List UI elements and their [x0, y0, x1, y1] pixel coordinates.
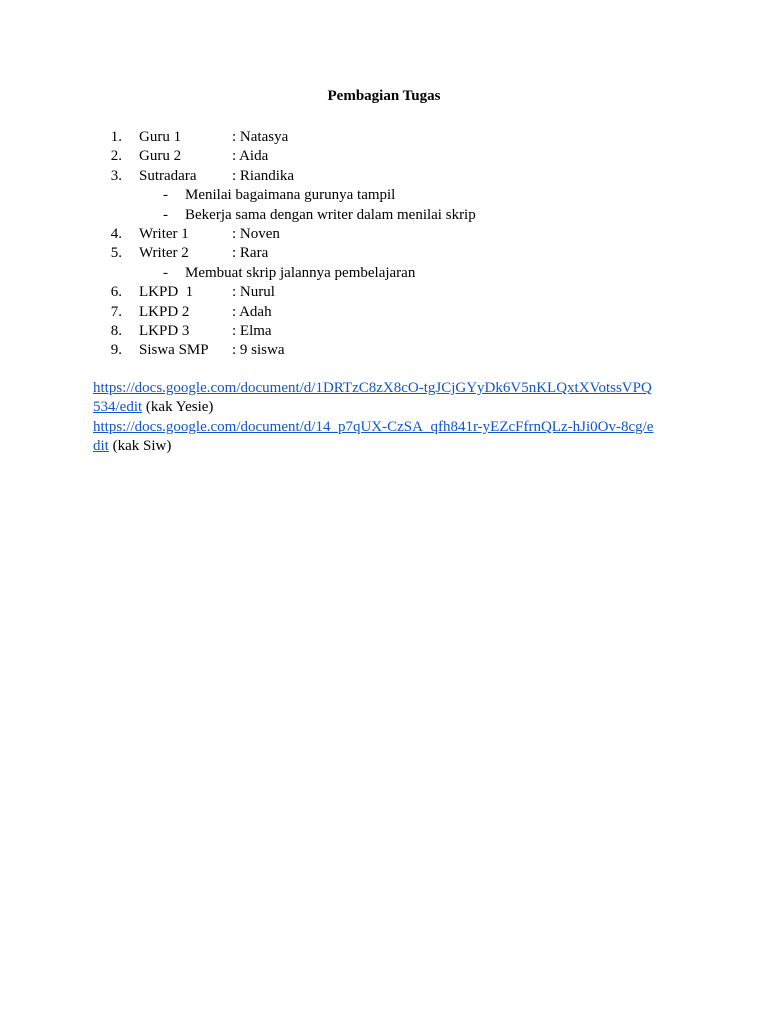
item-role: Guru 1 — [139, 129, 182, 145]
link-owner-label: (kak Yesie) — [142, 399, 214, 416]
item-number: 8. — [110, 323, 122, 339]
item-person: : Aida — [232, 148, 269, 165]
item-number: 6. — [110, 284, 122, 301]
dash-bullet: - — [163, 264, 168, 281]
item-number: 1. — [110, 129, 122, 145]
item-role: Sutradara — [139, 167, 197, 184]
item-role: Siswa SMP — [139, 342, 209, 359]
sub-item-text: Bekerja sama dengan writer dalam menilai skrip — [185, 206, 476, 223]
item-role: LKPD 1 — [139, 284, 194, 301]
item-person: : 9 siswa — [232, 342, 285, 359]
item-number: 7. — [110, 303, 122, 320]
dash-bullet: - — [163, 187, 168, 204]
sub-item-text: Menilai bagaimana gurunya tampil — [185, 187, 396, 204]
item-person: : Elma — [232, 323, 272, 339]
link-line — [93, 398, 673, 417]
item-person: : Adah — [232, 303, 272, 320]
google-doc-link-1-part-2[interactable]: 534/edit — [93, 399, 143, 416]
item-role: Writer 1 — [139, 226, 189, 242]
item-person: : Rara — [232, 245, 269, 262]
item-number: 2. — [110, 148, 122, 165]
link-line — [93, 418, 673, 437]
link-owner-label: (kak Siw) — [108, 438, 172, 455]
item-person: : Nurul — [232, 284, 275, 301]
dash-bullet: - — [163, 206, 168, 223]
sub-item-text: Membuat skrip jalannya pembelajaran — [185, 264, 416, 281]
google-doc-link-2-part-1[interactable]: https://docs.google.com/document/d/14_p7qUX-CzSA_qfh841r-yEZcFfrnQLz-hJi0Ov-8cg/e — [93, 418, 654, 435]
item-role: Writer 2 — [139, 245, 189, 262]
link-line — [93, 379, 673, 398]
item-role: LKPD 3 — [139, 323, 190, 339]
google-doc-link-2-part-2[interactable]: dit — [93, 438, 109, 455]
item-role: Guru 2 — [139, 148, 182, 165]
item-number: 9. — [110, 342, 122, 359]
google-doc-link-1-part-1[interactable]: https://docs.google.com/document/d/1DRTzC8zX8cO-tgJCjGYyDk6V5nKLQxtXVotssVPQ — [93, 380, 652, 396]
page-title: Pembagian Tugas — [327, 88, 441, 104]
item-person: : Riandika — [232, 167, 295, 184]
item-number: 4. — [110, 226, 122, 242]
links-block — [93, 379, 673, 457]
item-number: 3. — [110, 167, 122, 184]
item-role: LKPD 2 — [139, 303, 190, 320]
item-number: 5. — [110, 245, 122, 262]
item-person: : Noven — [232, 226, 280, 242]
item-person: : Natasya — [232, 129, 289, 145]
link-line — [93, 437, 673, 456]
